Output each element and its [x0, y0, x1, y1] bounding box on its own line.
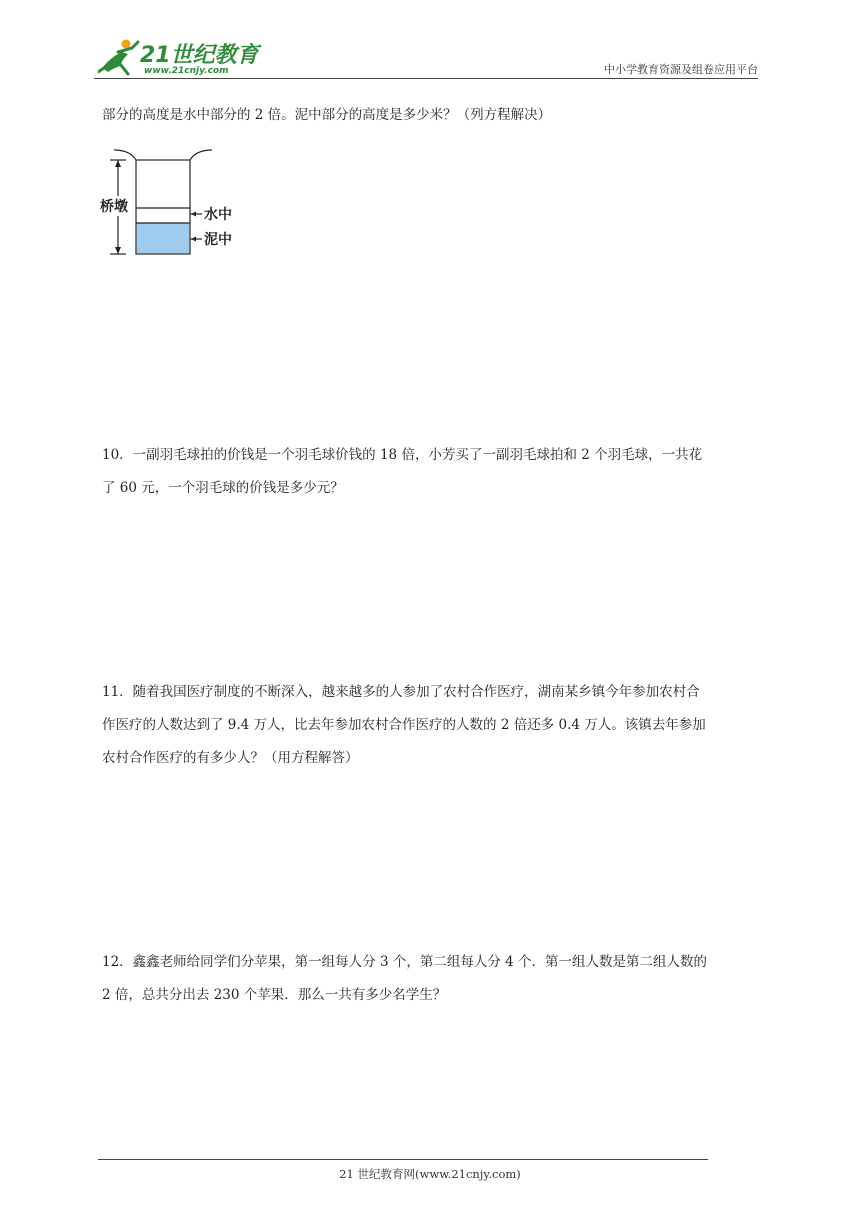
label-bridge-pier: 桥墩 [100, 199, 128, 215]
label-mud: 泥中 [204, 232, 232, 248]
q11-line-1: 11．随着我国医疗制度的不断深入，越来越多的人参加了农村合作医疗，湖南某乡镇今年参加农村合 [102, 684, 700, 700]
logo-url: www.21cnjy.com [144, 66, 229, 76]
header-divider [94, 78, 758, 79]
site-logo [94, 32, 264, 78]
q11-line-3: 农村合作医疗的有多少人？（用方程解答） [102, 750, 359, 766]
logo-text: 21世纪教育 [140, 43, 259, 68]
pier-top-right-curve [190, 150, 212, 160]
q12-line-1: 12．鑫鑫老师给同学们分苹果，第一组每人分 3 个，第二组每人分 4 个．第一组人数是第二组人数的 [102, 954, 708, 970]
page-header [94, 28, 758, 80]
runner-logo-icon [98, 38, 142, 76]
label-water: 水中 [204, 207, 232, 223]
footer-text: 21 世纪教育网(www.21cnjy.com) [339, 1167, 521, 1181]
q12-line-2: 2 倍，总共分出去 230 个苹果．那么一共有多少名学生？ [102, 987, 447, 1003]
footer-divider [98, 1159, 708, 1160]
pier-top-left-curve [114, 150, 136, 160]
header-platform-title: 中小学教育资源及组卷应用平台 [604, 63, 758, 76]
q10-line-2: 了 60 元，一个羽毛球的价钱是多少元？ [102, 480, 344, 496]
bridge-pier-figure [96, 144, 256, 260]
q10-line-1: 10．一副羽毛球拍的价钱是一个羽毛球价钱的 18 倍，小芳买了一副羽毛球拍和 2 个羽毛球，一共花 [102, 447, 703, 463]
q11-line-2: 作医疗的人数达到了 9.4 万人，比去年参加农村合作医疗的人数的 2 倍还多 0.4 万人。该镇去年参加 [102, 717, 706, 733]
mud-region [137, 223, 190, 253]
q9-line-1: 部分的高度是水中部分的 2 倍。泥中部分的高度是多少米？（列方程解决） [102, 107, 552, 123]
